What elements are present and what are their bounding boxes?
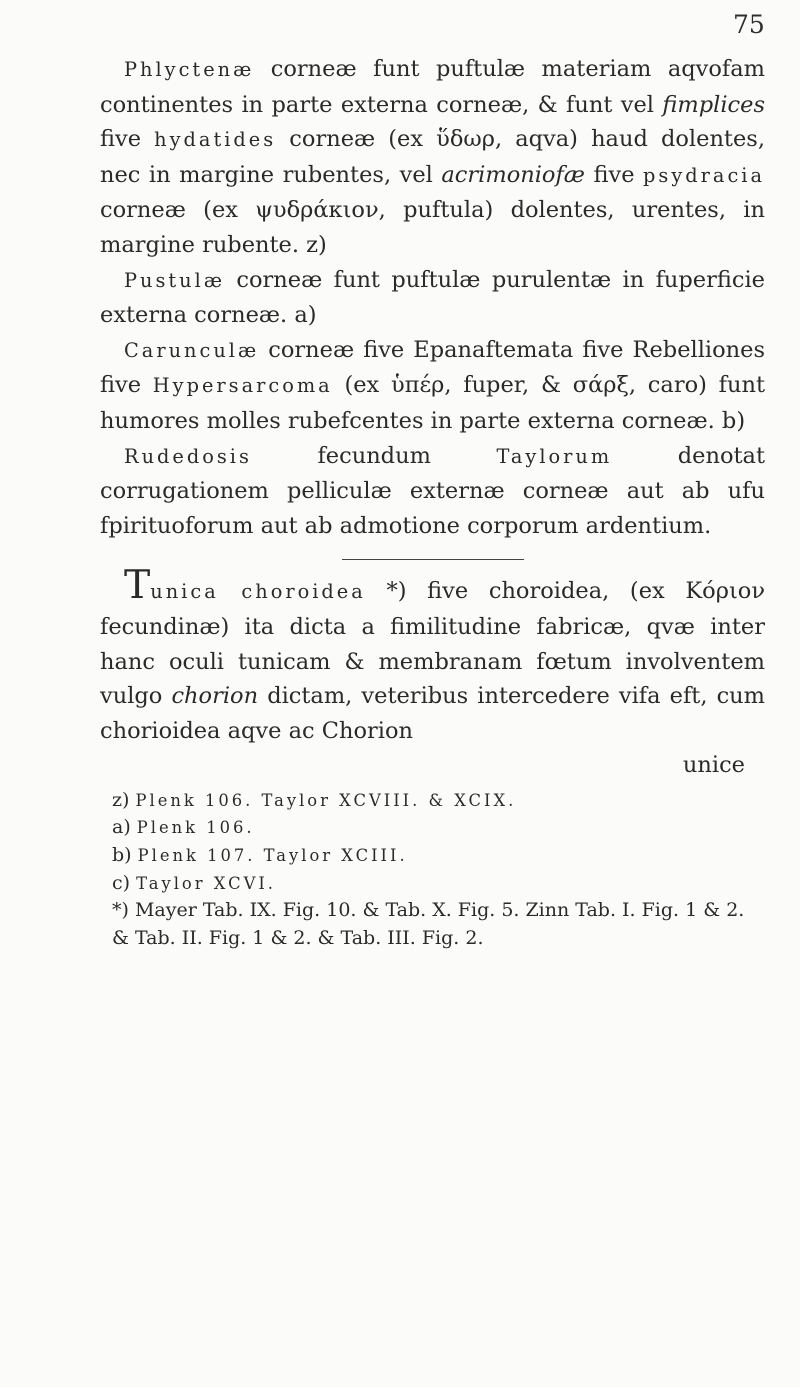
term-rhydosis: Rudedosis — [124, 444, 252, 468]
term-pustulae: Pustulæ — [124, 268, 226, 292]
catchword: unice — [682, 752, 745, 779]
term-hypersarcoma: Hypersarcoma — [152, 374, 333, 398]
paragraph-rhydosis: Rudedosis fecundum Taylorum denotat corrugationem pelliculæ externæ corneæ aut ab ufu fpirituoforum aut ab admotione corporum ardentium. — [100, 442, 765, 539]
footnote: b) Plenk 107. Taylor XCIII. — [112, 844, 408, 867]
footnote: a) Plenk 106. — [112, 816, 255, 839]
paragraph-carunculae: Carunculæ corneæ five Epanaftemata five Rebelliones five Hypersarcoma (ex ὑπέρ, fuper, & σάρξ, caro) funt humores molles rubefcentes in parte externa corneæ. b) — [100, 336, 765, 434]
term-psydracia: psydracia — [643, 163, 765, 187]
drop-cap: T — [124, 562, 151, 609]
footnote: c) Taylor XCVI. — [112, 871, 277, 894]
paragraph-phlyctenae: Phlyctenæ corneæ funt puftulæ materiam aqvofam continentes in parte externa corneæ, & funt vel fimplices five hydatides corneæ (ex ὕδωρ, aqva) haud dolentes, nec in margine rubentes, vel acrimoniofæ five psydracia corneæ (ex ψυδράκιον, puftula) dolentes, urentes, in margine rubente. z) — [100, 56, 765, 258]
term-hydatides: hydatides — [154, 128, 277, 152]
page-number: 75 — [733, 10, 765, 39]
main-text — [100, 52, 765, 952]
footnote: *) Mayer Tab. IX. Fig. 10. & Tab. X. Fig. 5. Zinn Tab. I. Fig. 1 & 2. & Tab. II. Fig. 1 & 2. & Tab. III. Fig. 2. — [112, 899, 745, 949]
section-divider — [342, 559, 524, 560]
footnotes — [100, 787, 765, 953]
term-simplices: fimplices — [662, 91, 765, 118]
term-tunica-choroidea: unica choroidea — [150, 580, 366, 604]
footnote: z) Plenk 106. Taylor XCVIII. & XCIX. — [112, 788, 517, 811]
paragraph-pustulae: Pustulæ corneæ funt puftulæ purulentæ in fuperficie externa corneæ. a) — [100, 266, 765, 329]
term-taylorum: Taylorum — [496, 444, 613, 468]
term-phlyctenae: Phlyctenæ — [124, 58, 255, 81]
term-carunculae: Carunculæ — [124, 338, 260, 362]
term-chorion: chorion — [171, 683, 259, 710]
paragraph-tunica-choroidea: Tunica choroidea *) five choroidea, (ex Κόριον fecundinæ) ita dicta a fimilitudine fabricæ, qvæ inter hanc oculi tunicam & membranam fœtum involventem vulgo chorion dictam, veteribus intercedere vifa eft, cum chorioidea aqve ac Chorion — [100, 562, 766, 744]
term-acrimoniosae: acrimoniofæ — [441, 161, 585, 188]
